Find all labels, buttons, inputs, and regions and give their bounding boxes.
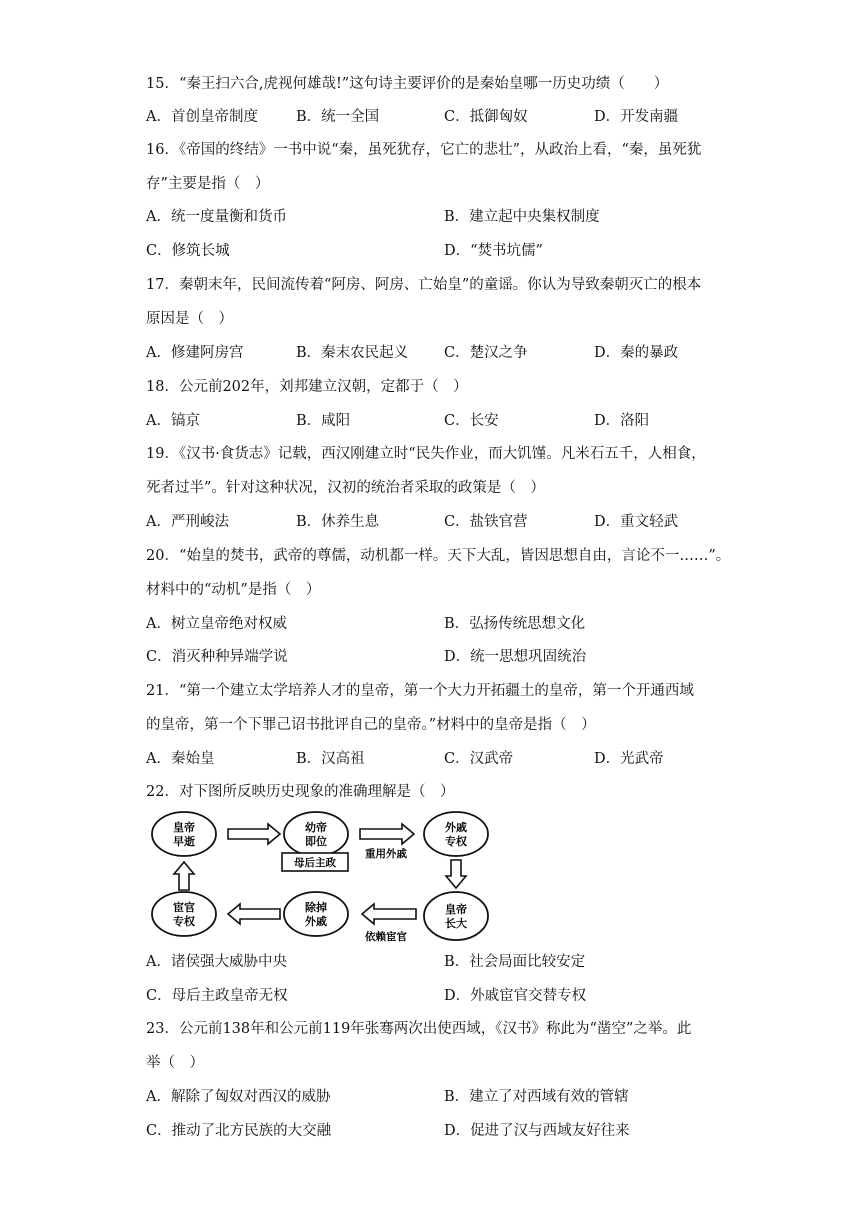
node-consort-clan-power (424, 812, 488, 856)
q21-stem-line2: 的皇帝，第一个下罪己诏书批评自己的皇帝。”材料中的皇帝是指（ ） (146, 717, 596, 733)
arrow-right-2 (360, 824, 414, 844)
q22-stem: 22．对下图所反映历史现象的准确理解是（ ） (146, 784, 455, 800)
svg-text:除掉: 除掉 (305, 901, 327, 914)
arrow-up (174, 862, 194, 890)
q20-option-d[interactable]: D．统一思想巩固统治 (444, 649, 587, 665)
q17-option-b[interactable]: B．秦末农民起义 (296, 345, 409, 361)
svg-text:早逝: 早逝 (173, 835, 195, 848)
q15-option-d[interactable]: D．开发南疆 (594, 109, 679, 125)
svg-text:即位: 即位 (305, 835, 327, 848)
svg-text:皇帝: 皇帝 (173, 821, 195, 834)
svg-text:外戚: 外戚 (305, 915, 327, 928)
q16-stem-line1: 16．《帝国的终结》一书中说“秦，虽死犹存，它亡的悲壮”，从政治上看，“秦，虽死犹 (146, 142, 702, 158)
q16-option-b[interactable]: B．建立起中央集权制度 (444, 209, 600, 225)
q20-option-a[interactable]: A．树立皇帝绝对权威 (146, 616, 287, 632)
q18-option-a[interactable]: A．镐京 (146, 413, 200, 429)
svg-text:专权: 专权 (173, 915, 195, 928)
q17-stem-line1: 17．秦朝末年，民间流传着“阿房、阿房、亡始皇”的童谣。你认为导致秦朝灭亡的根本 (146, 277, 702, 293)
q23-option-c[interactable]: C．推动了北方民族的大交融 (146, 1123, 332, 1139)
q21-option-d[interactable]: D．光武帝 (594, 751, 664, 767)
q15-option-b[interactable]: B．统一全国 (296, 109, 380, 125)
q23-option-d[interactable]: D．促进了汉与西域友好往来 (444, 1123, 630, 1139)
svg-text:宦官: 宦官 (173, 901, 195, 914)
q15-option-c[interactable]: C．抵御匈奴 (444, 109, 528, 125)
q22-option-a[interactable]: A．诸侯强大威胁中央 (146, 954, 287, 970)
q20-option-c[interactable]: C．消灭种种异端学说 (146, 649, 288, 665)
node-child-emperor (284, 812, 348, 856)
q19-stem-line1: 19．《汉书·食货志》记载，西汉刚建立时“民失作业，而大饥馑。凡米石五千，人相食， (146, 446, 706, 462)
svg-text:幼帝: 幼帝 (305, 821, 327, 834)
q20-stem-line1: 20．“始皇的焚书，武帝的尊儒，动机都一样。天下大乱，皆因思想自由，言论不一……”。 (146, 548, 731, 564)
q20-option-b[interactable]: B．弘扬传统思想文化 (444, 616, 586, 632)
empress-dowager-box (282, 853, 348, 871)
q22-option-c[interactable]: C．母后主政皇帝无权 (146, 988, 288, 1004)
q15-option-a[interactable]: A．首创皇帝制度 (146, 109, 258, 125)
q21-option-c[interactable]: C．汉武帝 (444, 751, 514, 767)
arrow-left-1 (362, 904, 416, 924)
edge-label-favor-consort: 重用外戚 (365, 848, 407, 860)
q19-option-c[interactable]: C．盐铁官营 (444, 514, 528, 530)
q19-stem-line2: 死者过半”。针对这种状况，汉初的统治者采取的政策是（ ） (146, 480, 545, 496)
q23-stem-line2: 举（ ） (146, 1055, 204, 1071)
q16-option-a[interactable]: A．统一度量衡和货币 (146, 209, 287, 225)
q22-option-d[interactable]: D．外戚宦官交替专权 (444, 988, 587, 1004)
q23-option-a[interactable]: A．解除了匈奴对西汉的威胁 (146, 1089, 331, 1105)
q16-option-c[interactable]: C．修筑长城 (146, 243, 230, 259)
arrow-down (446, 860, 466, 888)
svg-text:皇帝: 皇帝 (445, 903, 467, 916)
svg-text:长大: 长大 (445, 917, 467, 930)
q22-flow-diagram (146, 808, 506, 948)
edge-label-rely-eunuch: 依赖宦官 (365, 931, 407, 943)
q16-stem-line2: 存”主要是指（ ） (146, 176, 270, 192)
q18-option-b[interactable]: B．咸阳 (296, 413, 351, 429)
svg-text:外戚: 外戚 (445, 821, 467, 834)
node-remove-consort-clan (284, 892, 348, 936)
q23-option-b[interactable]: B．建立了对西域有效的管辖 (444, 1089, 629, 1105)
q22-option-b[interactable]: B．社会局面比较安定 (444, 954, 586, 970)
node-emperor-early-death (152, 812, 216, 856)
arrow-right-1 (228, 824, 280, 844)
q19-option-d[interactable]: D．重文轻武 (594, 514, 679, 530)
q18-option-d[interactable]: D．洛阳 (594, 413, 650, 429)
q18-stem: 18．公元前202年，刘邦建立汉朝，定都于（ ） (146, 379, 468, 395)
q16-option-d[interactable]: D．“焚书坑儒” (444, 243, 543, 259)
q21-stem-line1: 21．“第一个建立太学培养人才的皇帝，第一个大力开拓疆土的皇帝，第一个开通西域 (146, 683, 694, 699)
q17-option-d[interactable]: D．秦的暴政 (594, 345, 679, 361)
q20-stem-line2: 材料中的“动机”是指（ ） (146, 582, 321, 598)
q18-option-c[interactable]: C．长安 (444, 413, 499, 429)
svg-text:专权: 专权 (445, 835, 467, 848)
arrow-left-2 (228, 904, 280, 924)
node-emperor-grown-up (424, 892, 488, 940)
node-eunuch-power (152, 892, 216, 936)
q21-option-b[interactable]: B．汉高祖 (296, 751, 365, 767)
svg-text:母后主政: 母后主政 (294, 857, 336, 869)
q17-option-c[interactable]: C．楚汉之争 (444, 345, 528, 361)
q23-stem-line1: 23．公元前138年和公元前119年张骞两次出使西域，《汉书》称此为“凿空”之举。此 (146, 1021, 692, 1037)
q15-stem: 15．“秦王扫六合,虎视何雄哉!”这句诗主要评价的是秦始皇哪一历史功绩（ ） (146, 76, 669, 92)
q19-option-a[interactable]: A．严刑峻法 (146, 514, 229, 530)
q17-option-a[interactable]: A．修建阿房宫 (146, 345, 244, 361)
q21-option-a[interactable]: A．秦始皇 (146, 751, 215, 767)
q17-stem-line2: 原因是（ ） (146, 311, 233, 327)
q19-option-b[interactable]: B．休养生息 (296, 514, 380, 530)
